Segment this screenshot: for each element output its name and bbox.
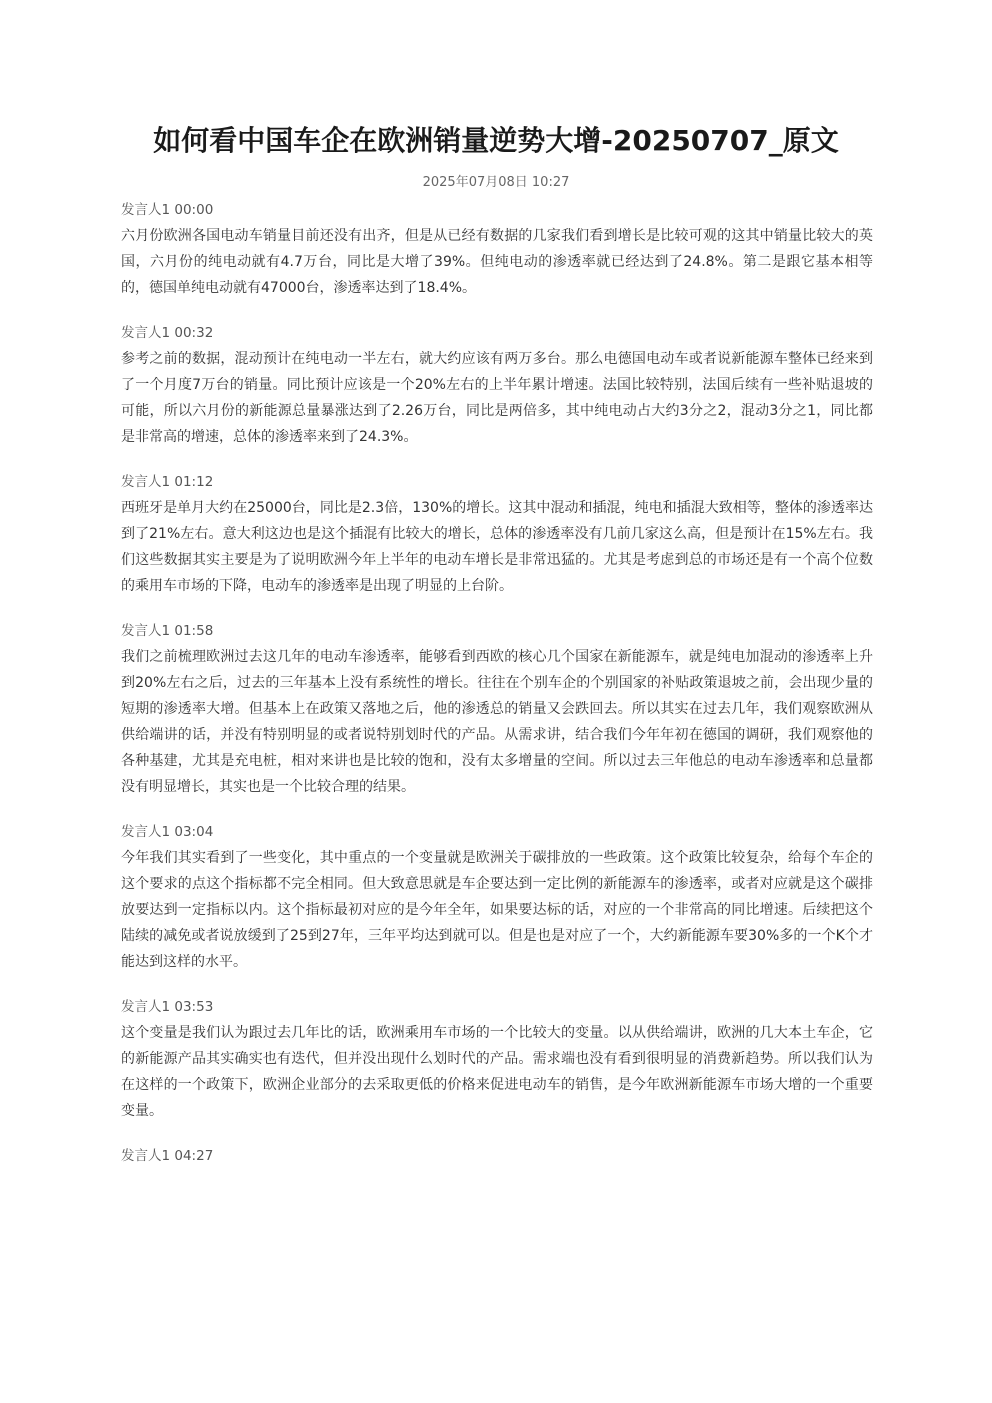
speaker-timestamp: 发言人1 03:04 [121,824,214,840]
transcript-paragraph: 参考之前的数据，混动预计在纯电动一半左右，就大约应该有两万多台。那么电德国电动车或者说新能源车整体已经来到了一个月度7万台的销量。同比预计应该是一个20%左右的上半年累计增速。法国比较特别，法国后续有一些补贴退坡的可能，所以六月份的新能源总量暴涨达到了2.26万台，同比是两倍多，其中纯电动占大约3分之2，混动3分之1，同比都是非常高的增速，总体的渗透率来到了24.3%。 [121,351,873,445]
transcript-section [121,996,873,1124]
document-title: 如何看中国车企在欧洲销量逆势大增-20250707_原文 [153,124,839,157]
transcript-section [121,620,873,800]
speaker-timestamp: 发言人1 04:27 [121,1148,214,1164]
transcript-section [121,1145,873,1167]
transcript-section [121,471,873,599]
transcript-paragraph: 西班牙是单月大约在25000台，同比是2.3倍，130%的增长。这其中混动和插混，纯电和插混大致相等，整体的渗透率达到了21%左右。意大利这边也是这个插混有比较大的增长，总体的渗透率没有几前几家这么高，但是预计在15%左右。我们这些数据其实主要是为了说明欧洲今年上半年的电动车增长是非常迅猛的。尤其是考虑到总的市场还是有一个高个位数的乘用车市场的下降，电动车的渗透率是出现了明显的上台阶。 [121,500,873,594]
document-date: 2025年07月08日 10:27 [422,175,570,190]
speaker-timestamp: 发言人1 00:00 [121,202,214,218]
speaker-timestamp: 发言人1 00:32 [121,325,214,341]
transcript-section [121,821,873,975]
transcript-body [121,199,873,1188]
speaker-timestamp: 发言人1 03:53 [121,999,214,1015]
speaker-timestamp: 发言人1 01:58 [121,623,214,639]
transcript-paragraph: 六月份欧洲各国电动车销量目前还没有出齐，但是从已经有数据的几家我们看到增长是比较可观的这其中销量比较大的英国，六月份的纯电动就有4.7万台，同比是大增了39%。但纯电动的渗透率就已经达到了24.8%。第二是跟它基本相等的，德国单纯电动就有47000台，渗透率达到了18.4%。 [121,228,873,296]
transcript-section [121,199,873,301]
transcript-paragraph: 这个变量是我们认为跟过去几年比的话，欧洲乘用车市场的一个比较大的变量。以从供给端讲，欧洲的几大本土车企，它的新能源产品其实确实也有迭代，但并没出现什么划时代的产品。需求端也没有看到很明显的消费新趋势。所以我们认为在这样的一个政策下，欧洲企业部分的去采取更低的价格来促进电动车的销售，是今年欧洲新能源车市场大增的一个重要变量。 [121,1025,873,1119]
transcript-paragraph: 今年我们其实看到了一些变化，其中重点的一个变量就是欧洲关于碳排放的一些政策。这个政策比较复杂，给每个车企的这个要求的点这个指标都不完全相同。但大致意思就是车企要达到一定比例的新能源车的渗透率，或者对应就是这个碳排放要达到一定指标以内。这个指标最初对应的是今年全年，如果要达标的话，对应的一个非常高的同比增速。后续把这个陆续的减免或者说放缓到了25到27年，三年平均达到就可以。但是也是对应了一个，大约新能源车要30%多的一个K个才能达到这样的水平。 [121,850,873,970]
transcript-paragraph: 我们之前梳理欧洲过去这几年的电动车渗透率，能够看到西欧的核心几个国家在新能源车，就是纯电加混动的渗透率上升到20%左右之后，过去的三年基本上没有系统性的增长。往往在个别车企的个别国家的补贴政策退坡之前，会出现少量的短期的渗透率大增。但基本上在政策又落地之后，他的渗透总的销量又会跌回去。所以其实在过去几年，我们观察欧洲从供给端讲的话，并没有特别明显的或者说特别划时代的产品。从需求讲，结合我们今年年初在德国的调研，我们观察他的各种基建，尤其是充电桩，相对来讲也是比较的饱和，没有太多增量的空间。所以过去三年他总的电动车渗透率和总量都没有明显增长，其实也是一个比较合理的结果。 [121,649,873,795]
speaker-timestamp: 发言人1 01:12 [121,474,214,490]
transcript-section [121,322,873,450]
